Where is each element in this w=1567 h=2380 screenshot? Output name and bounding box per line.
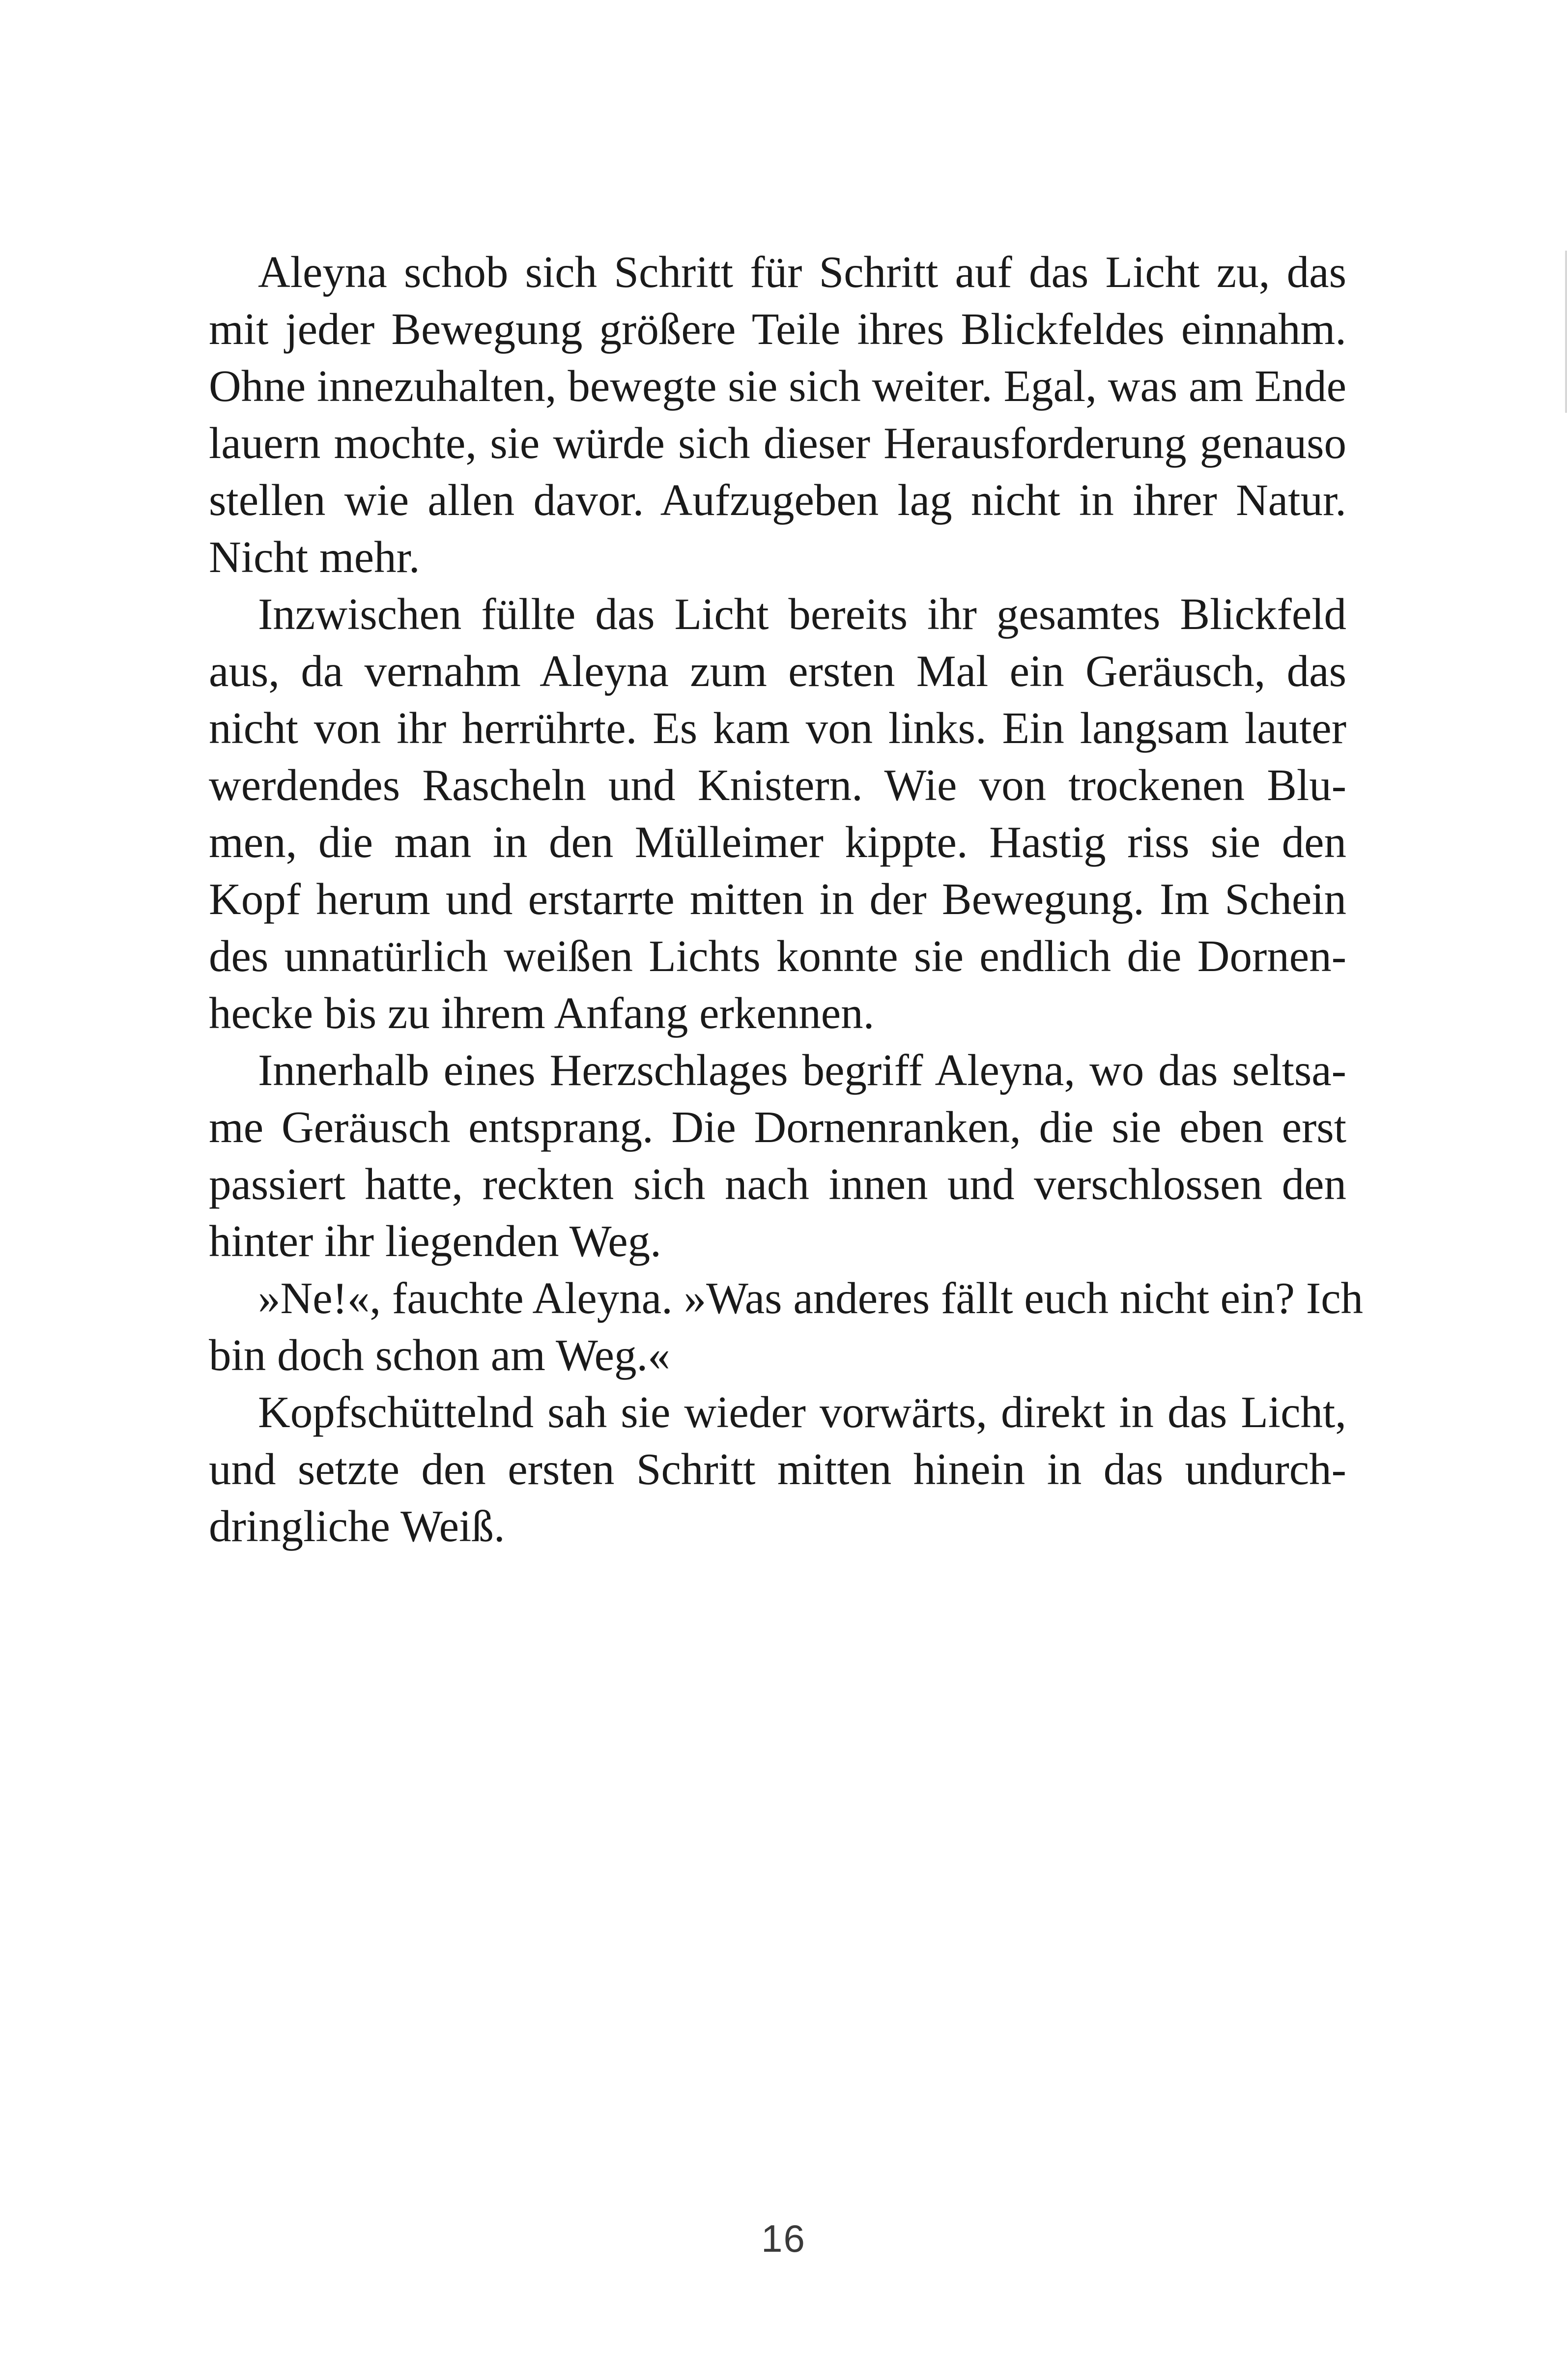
text-line: hecke bis zu ihrem Anfang erkennen. <box>209 988 875 1038</box>
text-line: und setzte den ersten Schritt mitten hinein in das undurch- <box>209 1444 1346 1494</box>
text-line: bin doch schon am Weg.« <box>209 1330 670 1380</box>
text-line: dringliche Weiß. <box>209 1501 505 1551</box>
text-line: Ohne innezuhalten, bewegte sie sich weiter. Egal, was am Ende <box>209 361 1346 411</box>
text-line: werdendes Rascheln und Knistern. Wie von trockenen Blu- <box>209 760 1346 810</box>
text-line: nicht von ihr herrührte. Es kam von links. Ein langsam lauter <box>209 703 1346 753</box>
text-line: mit jeder Bewegung größere Teile ihres Blickfeldes einnahm. <box>209 304 1346 354</box>
text-line: Inzwischen füllte das Licht bereits ihr gesamtes Blickfeld <box>258 589 1346 639</box>
text-line: passiert hatte, reckten sich nach innen und verschlossen den <box>209 1159 1346 1209</box>
text-line: Innerhalb eines Herzschlages begriff Aleyna, wo das seltsa- <box>258 1045 1346 1095</box>
text-line: Aleyna schob sich Schritt für Schritt auf das Licht zu, das <box>258 247 1346 297</box>
text-line: Nicht mehr. <box>209 532 420 582</box>
text-line: aus, da vernahm Aleyna zum ersten Mal ein Geräusch, das <box>209 646 1346 696</box>
text-line: des unnatürlich weißen Lichts konnte sie endlich die Dornen- <box>209 931 1346 981</box>
text-line: lauern mochte, sie würde sich dieser Herausforderung genauso <box>209 418 1346 468</box>
text-line: Kopf herum und erstarrte mitten in der Bewegung. Im Schein <box>209 874 1346 924</box>
text-line: »Ne!«, fauchte Aleyna. »Was anderes fällt euch nicht ein? Ich <box>258 1273 1364 1323</box>
text-line: me Geräusch entsprang. Die Dornenranken, die sie eben erst <box>209 1102 1346 1152</box>
text-line: hinter ihr liegenden Weg. <box>209 1216 661 1266</box>
page-edge-mark <box>1565 251 1567 413</box>
page-number: 16 <box>761 2217 806 2260</box>
text-line: stellen wie allen davor. Aufzugeben lag nicht in ihrer Natur. <box>209 475 1346 525</box>
body-text <box>209 244 1364 1555</box>
text-line: Kopfschüttelnd sah sie wieder vorwärts, direkt in das Licht, <box>258 1387 1346 1437</box>
text-line: men, die man in den Mülleimer kippte. Hastig riss sie den <box>209 817 1346 867</box>
